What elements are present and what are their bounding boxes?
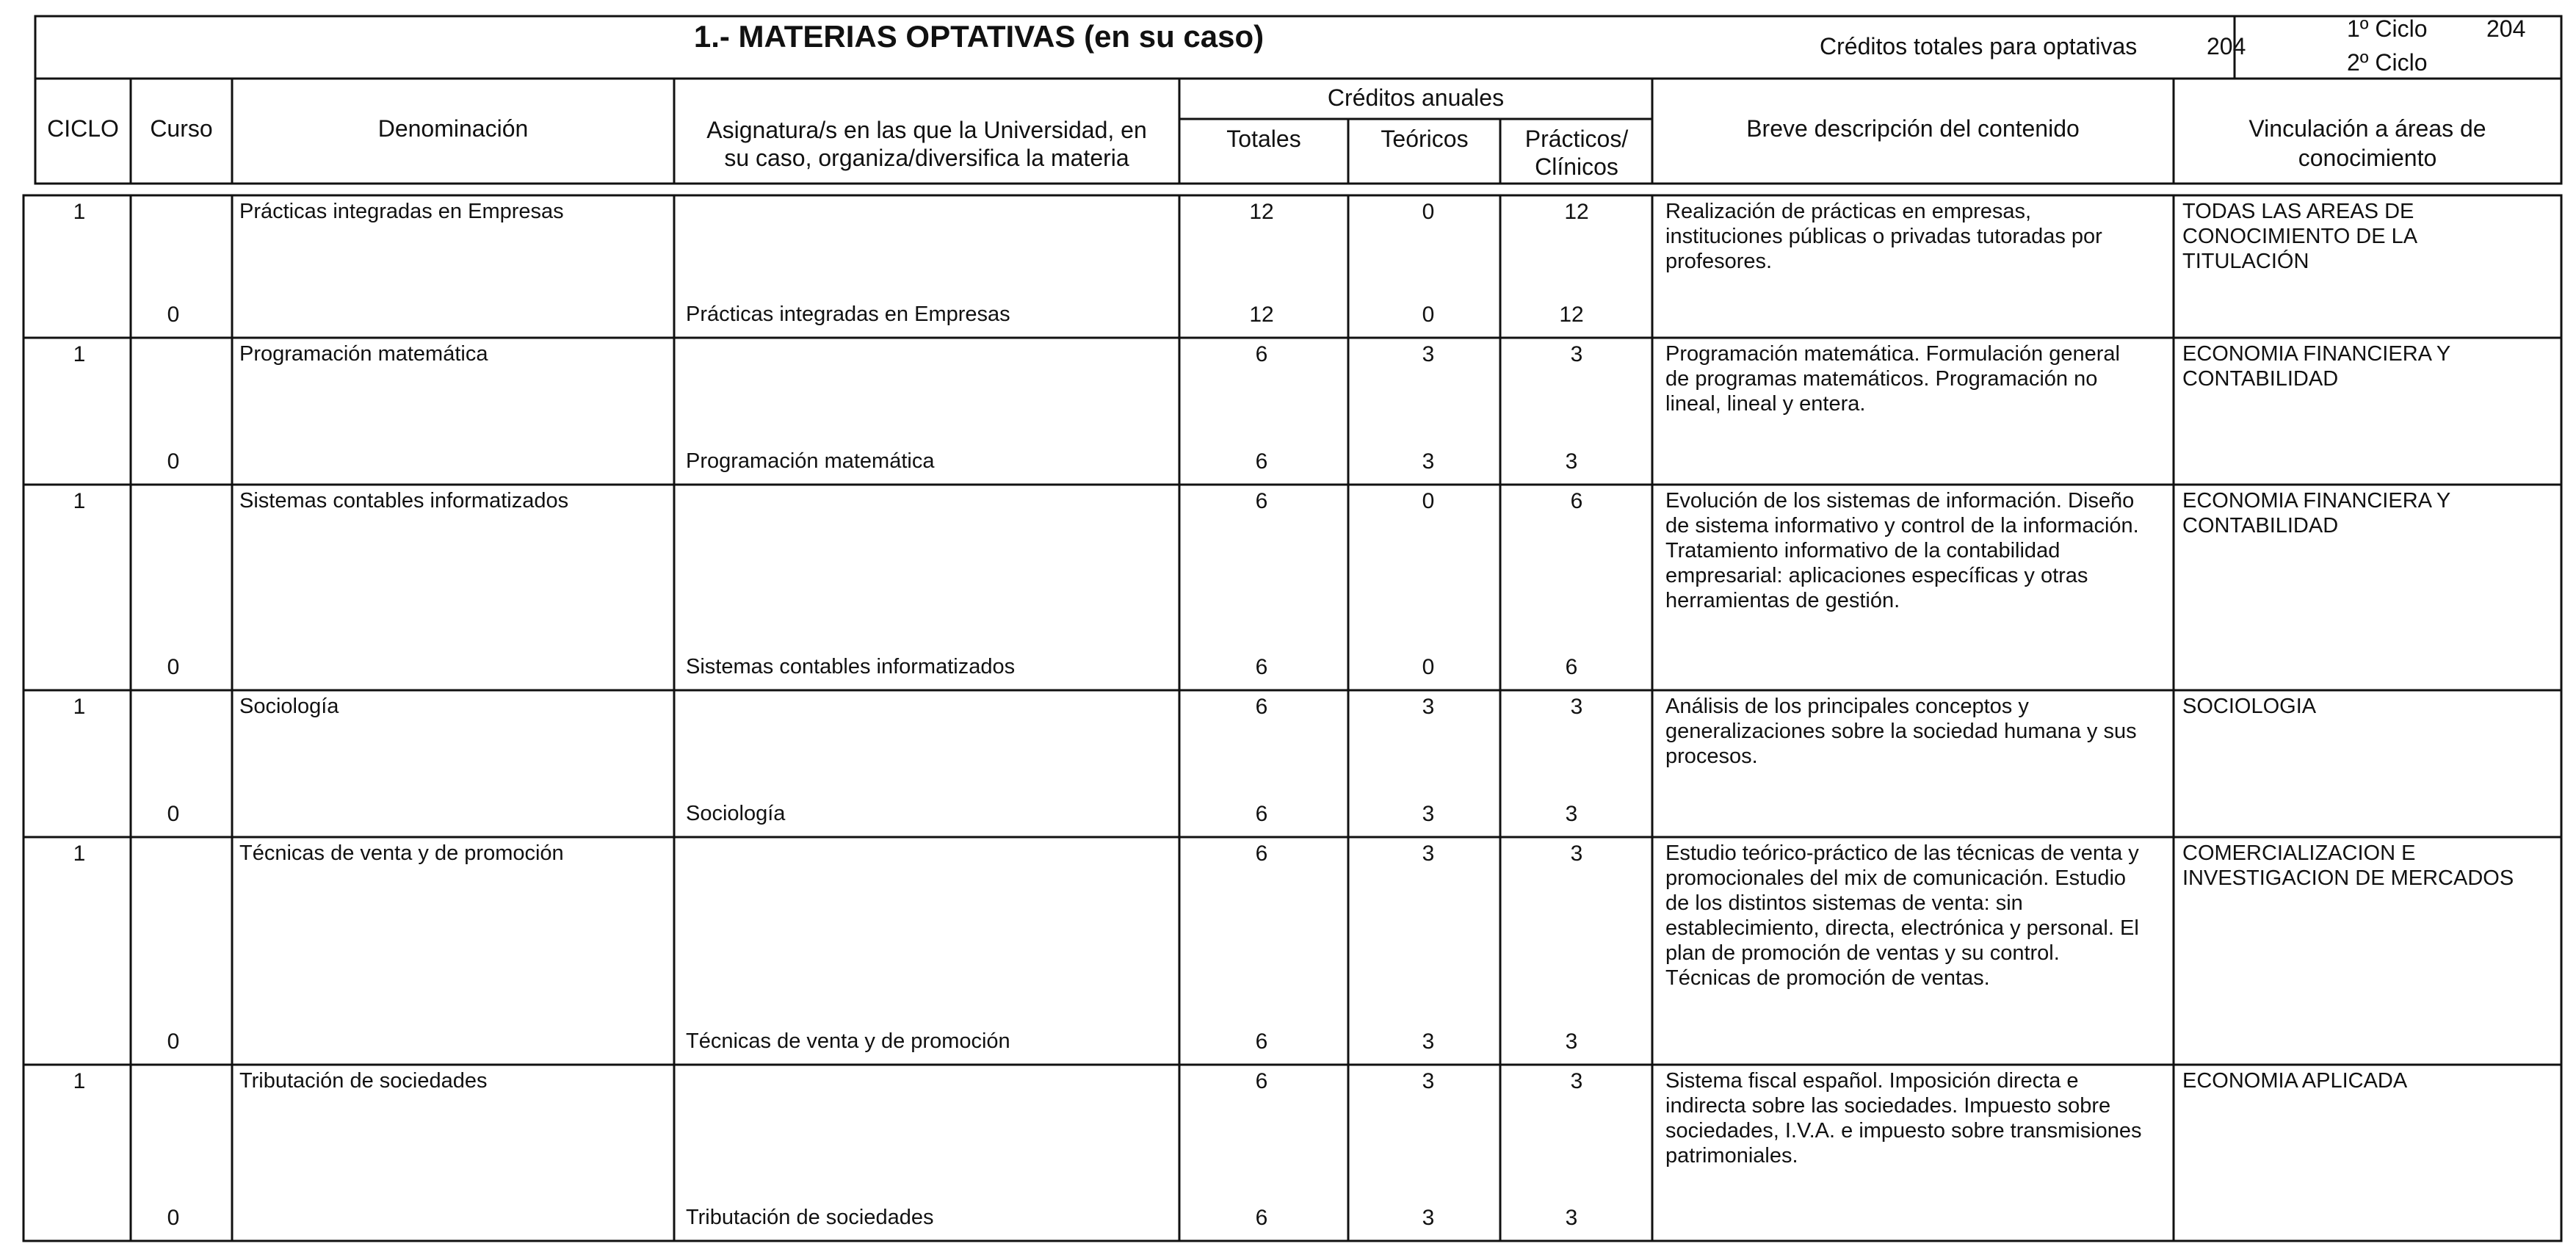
row-vinculacion-line: INVESTIGACION DE MERCADOS <box>2182 866 2514 890</box>
ciclo1-value: 204 <box>2486 15 2526 42</box>
row-denominacion: Sistemas contables informatizados <box>239 489 569 513</box>
row-totales-asignatura: 6 <box>1255 1029 1268 1054</box>
row-descripcion-line: empresarial: aplicaciones específicas y otras <box>1665 564 2088 587</box>
row-teoricos-materia: 3 <box>1422 841 1435 866</box>
row-ciclo: 1 <box>73 200 86 224</box>
row-totales-asignatura: 6 <box>1255 1206 1268 1230</box>
row-ciclo: 1 <box>73 342 86 366</box>
header-practicos-line2: Clínicos <box>1535 153 1618 180</box>
row-descripcion-line: indirecta sobre las sociedades. Impuesto sobre <box>1665 1094 2111 1118</box>
header-creditos-anuales: Créditos anuales <box>1327 84 1505 111</box>
row-descripcion-line: patrimoniales. <box>1665 1144 1798 1167</box>
row-vinculacion-line: CONTABILIDAD <box>2182 514 2339 537</box>
row-descripcion-line: Realización de prácticas en empresas, <box>1665 200 2032 223</box>
row-descripcion-line: de programas matemáticos. Programación no <box>1665 367 2098 391</box>
row-practicos-materia: 3 <box>1570 342 1583 366</box>
header-totales: Totales <box>1226 126 1301 152</box>
row-denominacion: Prácticas integradas en Empresas <box>239 200 564 223</box>
row-denominacion: Programación matemática <box>239 342 488 366</box>
row-descripcion-line: Programación matemática. Formulación general <box>1665 342 2120 366</box>
row-descripcion-line: Tratamiento informativo de la contabilidad <box>1665 539 2061 562</box>
row-teoricos-asignatura: 3 <box>1422 449 1435 474</box>
row-ciclo: 1 <box>73 695 86 719</box>
row-descripcion-line: profesores. <box>1665 250 1773 273</box>
row-totales-asignatura: 6 <box>1255 449 1268 474</box>
row-vinculacion-line: ECONOMIA FINANCIERA Y <box>2182 489 2451 513</box>
header-vinculacion-line2: conocimiento <box>2298 145 2437 171</box>
row-totales-asignatura: 6 <box>1255 655 1268 679</box>
row-totales-materia: 6 <box>1255 1069 1268 1093</box>
row-vinculacion-line: ECONOMIA APLICADA <box>2182 1069 2408 1093</box>
row-descripcion-line: procesos. <box>1665 745 1758 768</box>
row-vinculacion-line: CONOCIMIENTO DE LA <box>2182 225 2418 248</box>
row-asignatura: Técnicas de venta y de promoción <box>686 1029 1010 1053</box>
row-teoricos-asignatura: 0 <box>1422 655 1435 679</box>
row-totales-asignatura: 6 <box>1255 802 1268 826</box>
header-denominacion: Denominación <box>377 115 529 142</box>
row-practicos-materia: 3 <box>1570 695 1583 719</box>
row-practicos-materia: 3 <box>1570 841 1583 866</box>
credits-total-value: 204 <box>2207 33 2246 59</box>
row-curso: 0 <box>167 303 180 327</box>
ciclo2-label: 2º Ciclo <box>2347 49 2428 76</box>
row-teoricos-materia: 3 <box>1422 695 1435 719</box>
row-ciclo: 1 <box>73 1069 86 1093</box>
row-practicos-asignatura: 3 <box>1565 449 1578 474</box>
row-descripcion-line: Sistema fiscal español. Imposición directa e <box>1665 1069 2079 1093</box>
row-vinculacion-line: CONTABILIDAD <box>2182 367 2339 391</box>
row-vinculacion-line: COMERCIALIZACION E <box>2182 841 2416 865</box>
row-descripcion-line: Estudio teórico-práctico de las técnicas de venta y <box>1665 841 2139 865</box>
row-totales-materia: 6 <box>1255 342 1268 366</box>
row-descripcion-line: promocionales del mix de comunicación. Estudio <box>1665 866 2127 890</box>
row-asignatura: Sociología <box>686 802 786 825</box>
row-vinculacion-line: TODAS LAS AREAS DE <box>2182 200 2414 223</box>
row-teoricos-materia: 3 <box>1422 342 1435 366</box>
row-teoricos-materia: 0 <box>1422 200 1435 224</box>
row-curso: 0 <box>167 1029 180 1054</box>
row-descripcion-line: establecimiento, directa, electrónica y personal. El <box>1665 916 2139 940</box>
header-asignatura-line1: Asignatura/s en las que la Universidad, en <box>706 117 1147 143</box>
row-teoricos-asignatura: 3 <box>1422 1029 1435 1054</box>
row-practicos-asignatura: 6 <box>1565 655 1578 679</box>
header-practicos-line1: Prácticos/ <box>1524 126 1629 152</box>
row-teoricos-asignatura: 0 <box>1422 303 1435 327</box>
row-denominacion: Técnicas de venta y de promoción <box>239 841 564 865</box>
row-teoricos-asignatura: 3 <box>1422 1206 1435 1230</box>
row-curso: 0 <box>167 1206 180 1230</box>
row-descripcion-line: sociedades, I.V.A. e impuesto sobre transmisiones <box>1665 1119 2142 1143</box>
row-teoricos-asignatura: 3 <box>1422 802 1435 826</box>
row-totales-materia: 12 <box>1249 200 1274 224</box>
header-ciclo: CICLO <box>47 115 119 142</box>
row-totales-materia: 6 <box>1255 489 1268 513</box>
ciclo1-label: 1º Ciclo <box>2347 15 2428 42</box>
row-denominacion: Tributación de sociedades <box>239 1069 488 1093</box>
row-asignatura: Prácticas integradas en Empresas <box>686 303 1010 326</box>
row-descripcion-line: generalizaciones sobre la sociedad humana y sus <box>1665 720 2137 743</box>
header-curso: Curso <box>150 115 213 142</box>
row-practicos-asignatura: 3 <box>1565 1206 1578 1230</box>
row-vinculacion-line: ECONOMIA FINANCIERA Y <box>2182 342 2451 366</box>
row-descripcion-line: de sistema informativo y control de la información. <box>1665 514 2139 537</box>
credits-total-label: Créditos totales para optativas <box>1820 33 2138 59</box>
row-curso: 0 <box>167 655 180 679</box>
row-descripcion-line: plan de promoción de ventas y su control. <box>1665 941 2060 965</box>
header-asignatura-line2: su caso, organiza/diversifica la materia <box>724 145 1129 171</box>
row-descripcion-line: instituciones públicas o privadas tutoradas por <box>1665 225 2102 248</box>
row-practicos-asignatura: 3 <box>1565 1029 1578 1054</box>
row-ciclo: 1 <box>73 489 86 513</box>
row-teoricos-materia: 3 <box>1422 1069 1435 1093</box>
row-totales-asignatura: 12 <box>1249 303 1274 327</box>
row-practicos-asignatura: 3 <box>1565 802 1578 826</box>
header-teoricos: Teóricos <box>1381 126 1469 152</box>
row-curso: 0 <box>167 802 180 826</box>
row-practicos-materia: 6 <box>1570 489 1583 513</box>
row-curso: 0 <box>167 449 180 474</box>
row-descripcion-line: de los distintos sistemas de venta: sin <box>1665 891 2023 915</box>
row-denominacion: Sociología <box>239 695 339 718</box>
row-practicos-asignatura: 12 <box>1559 303 1584 327</box>
row-totales-materia: 6 <box>1255 695 1268 719</box>
row-asignatura: Sistemas contables informatizados <box>686 655 1016 678</box>
row-totales-materia: 6 <box>1255 841 1268 866</box>
row-descripcion-line: Análisis de los principales conceptos y <box>1665 695 2029 718</box>
row-vinculacion-line: SOCIOLOGIA <box>2182 695 2317 718</box>
row-vinculacion-line: TITULACIÓN <box>2182 250 2309 273</box>
row-asignatura: Programación matemática <box>686 449 935 473</box>
row-descripcion-line: lineal, lineal y entera. <box>1665 392 1866 416</box>
row-descripcion-line: Evolución de los sistemas de información. Diseño <box>1665 489 2135 513</box>
row-asignatura: Tributación de sociedades <box>686 1206 934 1229</box>
page-title: 1.- MATERIAS OPTATIVAS (en su caso) <box>693 19 1265 54</box>
row-descripcion-line: herramientas de gestión. <box>1665 589 1900 612</box>
header-descripcion: Breve descripción del contenido <box>1746 115 2080 142</box>
header-vinculacion-line1: Vinculación a áreas de <box>2248 115 2486 142</box>
row-practicos-materia: 12 <box>1564 200 1589 224</box>
row-descripcion-line: Técnicas de promoción de ventas. <box>1665 966 1990 990</box>
row-ciclo: 1 <box>73 841 86 866</box>
row-practicos-materia: 3 <box>1570 1069 1583 1093</box>
row-teoricos-materia: 0 <box>1422 489 1435 513</box>
